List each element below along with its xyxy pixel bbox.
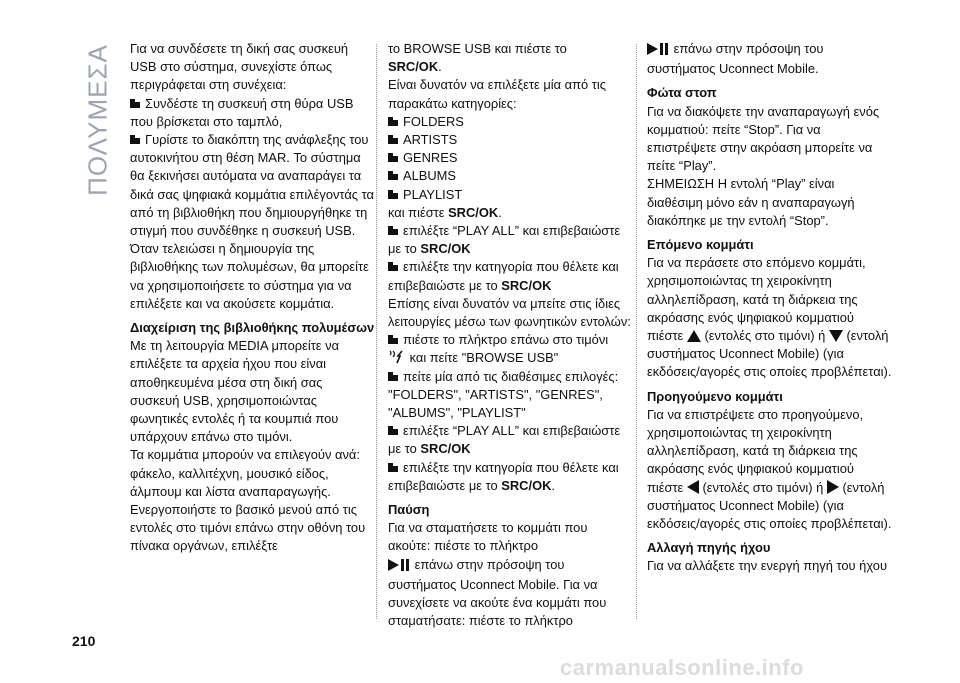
bullet-icon	[388, 261, 399, 272]
column-1	[130, 40, 375, 556]
bullet-icon	[388, 116, 399, 127]
list-item: πιέστε το πλήκτρο επάνω στο τιμόνι και πείτε "BROWSE USB"	[388, 331, 633, 367]
paragraph: Για να επιστρέψετε στο προηγούμενο, χρησιμοποιώντας τη χειροκίνητη αλληλεπίδραση, κατά τη διάρκεια της ακρόασης ενός ψηφιακού κομματιού πιέστε (εντολές στο τιμόνι) ή (εντολή συστήματος Uconnect Mobile) (για εκδόσεις/αγορές στις οποίες προβλέπεται).	[647, 406, 892, 532]
bullet-icon	[388, 462, 399, 473]
play-icon	[388, 559, 399, 571]
watermark: carmanualsonline.info	[560, 655, 804, 680]
voice-command-icon	[388, 350, 406, 364]
heading: Προηγούμενο κομμάτι	[647, 388, 783, 404]
page-number: 210	[72, 633, 96, 649]
triangle-right-icon	[827, 480, 839, 494]
heading: Επόμενο κομμάτι	[647, 237, 754, 253]
paragraph: Τα κομμάτια μπορούν να επιλεγούν ανά: φάκελο, καλλιτέχνη, μουσικό είδος, άλμπουμ και λίστα αναπαραγωγής.	[130, 447, 360, 499]
play-icon	[647, 43, 658, 55]
paragraph: ΣΗΜΕΙΩΣΗ Η εντολή “Play” είναι διαθέσιμη μόνο εάν η αναπαραγωγή διακόπηκε με την εντολή “Stop”.	[647, 176, 855, 228]
section-title: ΠΟΛΥΜΕΣΑ	[82, 44, 113, 196]
paragraph: Επίσης είναι δυνατόν να μπείτε στις ίδιες λειτουργίες μέσω των φωνητικών εντολών:	[388, 295, 631, 330]
triangle-down-icon	[829, 330, 843, 342]
paragraph: και πιέστε SRC/OK.	[388, 204, 502, 220]
bullet-icon	[388, 425, 399, 436]
list-item: επιλέξτε “PLAY ALL” και επιβεβαιώστε με το SRC/OK	[388, 423, 621, 457]
bullet-icon	[388, 334, 399, 345]
list-item: FOLDERS	[388, 113, 633, 131]
list-item: ALBUMS	[388, 167, 633, 185]
paragraph: επάνω στην πρόσοψη του συστήματος Uconnect Mobile. Για να συνεχίσετε να ακούτε ένα κομμάτι που σταματήσατε: πιέστε το πλήκτρο	[388, 556, 607, 629]
bullet-icon	[388, 134, 399, 145]
paragraph: επάνω στην πρόσοψη του συστήματος Uconnect Mobile.	[647, 41, 824, 77]
heading: Φώτα στοπ	[647, 85, 717, 101]
heading: Διαχείριση της βιβλιοθήκης πολυμέσων	[130, 320, 375, 336]
paragraph: Για να διακόψετε την αναπαραγωγή ενός κομματιού: πείτε “Stop”. Για να επιστρέψετε στην ακρόαση μπορείτε να πείτε “Play”.	[647, 103, 880, 174]
paragraph: Ενεργοποιήστε το βασικό μενού από τις εντολές στο τιμόνι επάνω στην οθόνη του πίνακα οργάνων, επιλέξτε	[130, 502, 366, 554]
heading: Αλλαγή πηγής ήχου	[647, 540, 771, 556]
column-2	[388, 40, 633, 631]
list-item: επιλέξτε την κατηγορία που θέλετε και επιβεβαιώστε με το SRC/OK.	[388, 459, 619, 493]
bullet-icon	[388, 152, 399, 163]
list-item: επιλέξτε την κατηγορία που θέλετε και επιβεβαιώστε με το SRC/OK	[388, 259, 619, 293]
column-3	[647, 40, 892, 576]
bullet-icon	[388, 189, 399, 200]
list-item: πείτε μία από τις διαθέσιμες επιλογές: "FOLDERS", "ARTISTS", "GENRES", "ALBUMS", "PLAYLIST"	[388, 368, 619, 421]
column-divider	[376, 44, 377, 619]
pause-icon	[660, 42, 670, 60]
paragraph: Με τη λειτουργία MEDIA μπορείτε να επιλέξετε τα αρχεία ήχου που είναι αποθηκευμένα μέσα στη δική σας συσκευή USB, χρησιμοποιώντας φωνητικές εντολές ή τα κουμπιά που υπάρχουν επάνω στο τιμόνι.	[130, 338, 340, 445]
list-item: Συνδέστε τη συσκευή στη θύρα USB που βρίσκεται στο ταμπλό,	[130, 95, 354, 129]
list-item: GENRES	[388, 149, 633, 167]
triangle-left-icon	[687, 480, 699, 494]
paragraph: Για να αλλάξετε την ενεργή πηγή του ήχου	[647, 558, 887, 574]
column-divider	[636, 44, 637, 619]
list-item: ARTISTS	[388, 131, 633, 149]
paragraph: Όταν τελειώσει η δημιουργία της βιβλιοθήκης των πολυμέσων, θα μπορείτε να χρησιμοποιήσετε το σύστημα για να επιλέξετε και να ακούσετε κομμάτια.	[130, 241, 369, 311]
bullet-icon	[388, 170, 399, 181]
paragraph: το BROWSE USB και πιέστε το SRC/OK.	[388, 41, 567, 75]
heading: Παύση	[388, 502, 430, 518]
paragraph: Είναι δυνατόν να επιλέξετε μία από τις παρακάτω κατηγορίες:	[388, 77, 606, 111]
bullet-icon	[130, 98, 141, 109]
paragraph: Για να σταματήσετε το κομμάτι που ακούτε: πιέστε το πλήκτρο	[388, 520, 588, 554]
list-item: επιλέξτε “PLAY ALL” και επιβεβαιώστε με το SRC/OK	[388, 223, 621, 257]
paragraph: Για να περάσετε στο επόμενο κομμάτι, χρησιμοποιώντας τη χειροκίνητη αλληλεπίδραση, κατά τη διάρκεια της ακρόασης ενός ψηφιακού κομματιού πιέστε (εντολές στο τιμόνι) ή (εντολή συστήματος Uconnect Mobile) (για εκδόσεις/αγορές στις οποίες προβλέπεται).	[647, 255, 892, 380]
paragraph: Για να συνδέσετε τη δική σας συσκευή USB στο σύστημα, συνεχίστε όπως περιγράφεται στη συνέχεια:	[130, 41, 349, 93]
pause-icon	[401, 558, 411, 576]
bullet-icon	[388, 371, 399, 382]
list-item: PLAYLIST	[388, 186, 633, 204]
list-item: Γυρίστε το διακόπτη της ανάφλεξης του αυτοκινήτου στη θέση MAR. Το σύστημα θα ξεκινήσει αυτόματα να αναπαράγει τα δικά σας ψηφιακά κομμάτια επιλέγοντάς τα από τη βιβλιοθήκη που δημιουργήθηκε τη στιγμή που συνδέθηκε η συσκευή USB.	[130, 132, 374, 239]
bullet-icon	[130, 134, 141, 145]
bullet-icon	[388, 225, 399, 236]
triangle-up-icon	[687, 330, 701, 342]
